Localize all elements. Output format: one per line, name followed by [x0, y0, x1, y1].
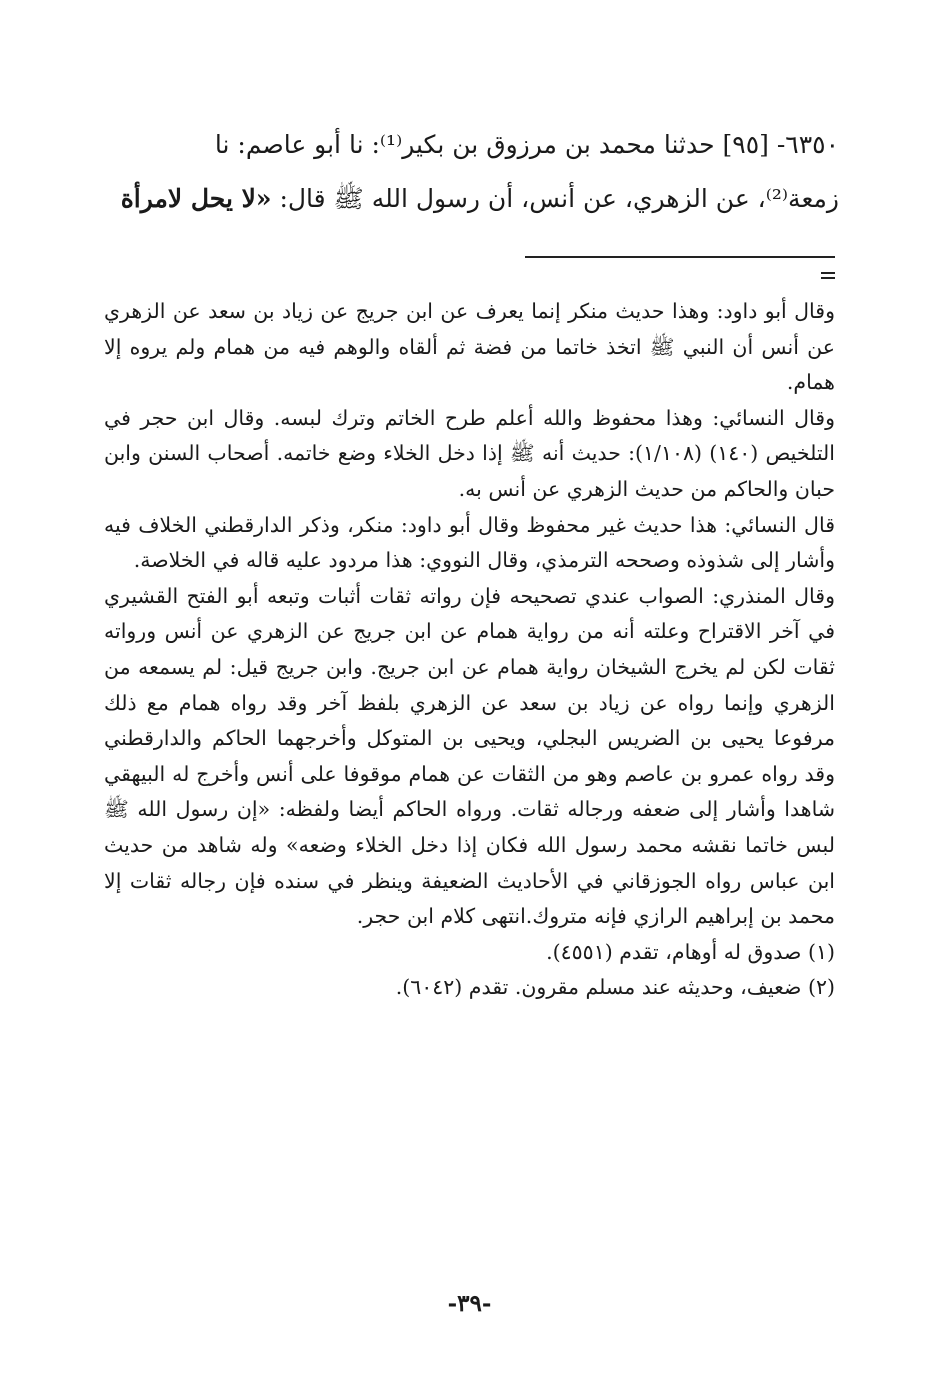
footnotes — [104, 294, 835, 1006]
note-paragraph-abu-dawud: وقال أبو داود: وهذا حديث منكر إنما يعرف عن ابن جريج عن زياد بن سعد عن الزهري عن أنس أن النبي ﷺ اتخذ خاتما من فضة ثم ألقاه والوهم فيه من همام ولم يروه إلا همام. — [104, 299, 835, 395]
page-number: -٣٩- — [447, 1290, 492, 1317]
main-line-1: ٦٣٥٠- [٩٥] حدثنا محمد بن مرزوق بن بكير⁽¹⁾: نا أبو عاصم: نا — [214, 130, 839, 159]
main-text — [100, 118, 839, 226]
note-paragraph-nasai-nawawi: قال النسائي: هذا حديث غير محفوظ وقال أبو داود: منكر، وذكر الدارقطني الخلاف فيه وأشار إلى شذوذه وصححه الترمذي، وقال النووي: هذا مردود عليه قاله في الخلاصة. — [104, 512, 835, 573]
footnote-separator — [525, 256, 835, 258]
main-line-2 — [100, 172, 839, 226]
hadith-matn-start: «لا يحل لامرأة — [120, 184, 272, 213]
note-paragraph-nasai-ibn-hajar: وقال النسائي: وهذا محفوظ والله أعلم طرح الخاتم وترك لبسه. وقال ابن حجر في التلخيص (١٤٠) (١/١٠٨): حديث أنه ﷺ إذا دخل الخلاء وضع خاتمه. أصحاب السنن وابن حبان والحاكم من حديث الزهري عن أنس به. — [104, 405, 835, 501]
footnote-2: (٢) ضعيف، وحديثه عند مسلم مقرون. تقدم (٦٠٤٢). — [395, 975, 835, 1000]
continuation-mark — [821, 272, 835, 279]
footnote-1: (١) صدوق له أوهام، تقدم (٤٥٥١). — [546, 939, 835, 964]
note-paragraph-mundhiri: وقال المنذري: الصواب عندي تصحيحه فإن رواته ثقات أثبات وتبعه أبو الفتح القشيري في آخر الاقتراح وعلته أنه من رواية همام عن ابن جريج عن الزهري عن أنس ورواته ثقات لكن لم يخرج الشيخان رواية همام عن ابن جريج. وابن جريج قيل: لم يسمعه من الزهري وإنما رواه عن زياد بن سعد عن الزهري بلفظ آخر وقد رواه همام مع ذلك مرفوعا يحيى بن الضريس البجلي، ويحيى بن المتوكل وأخرجهما الحاكم والدارقطني وقد رواه عمرو بن عاصم وهو من الثقات عن همام موقوفا على أنس وأخرج له البيهقي شاهدا وأشار إلى ضعفه ورجاله ثقات. ورواه الحاكم أيضا ولفظه: «إن رسول الله ﷺ لبس خاتما نقشه محمد رسول الله فكان إذا دخل الخلاء وضعه» وله شاهد من حديث ابن عباس رواه الجوزقاني في الأحاديث الضعيفة وينظر في سنده فإن رجاله ثقات إلا محمد بن إبراهيم الرازي فإنه متروك.انتهى كلام ابن حجر. — [104, 583, 835, 929]
main-line-2-text: زمعة⁽²⁾، عن الزهري، عن أنس، أن رسول الله ﷺ قال: — [271, 184, 839, 213]
